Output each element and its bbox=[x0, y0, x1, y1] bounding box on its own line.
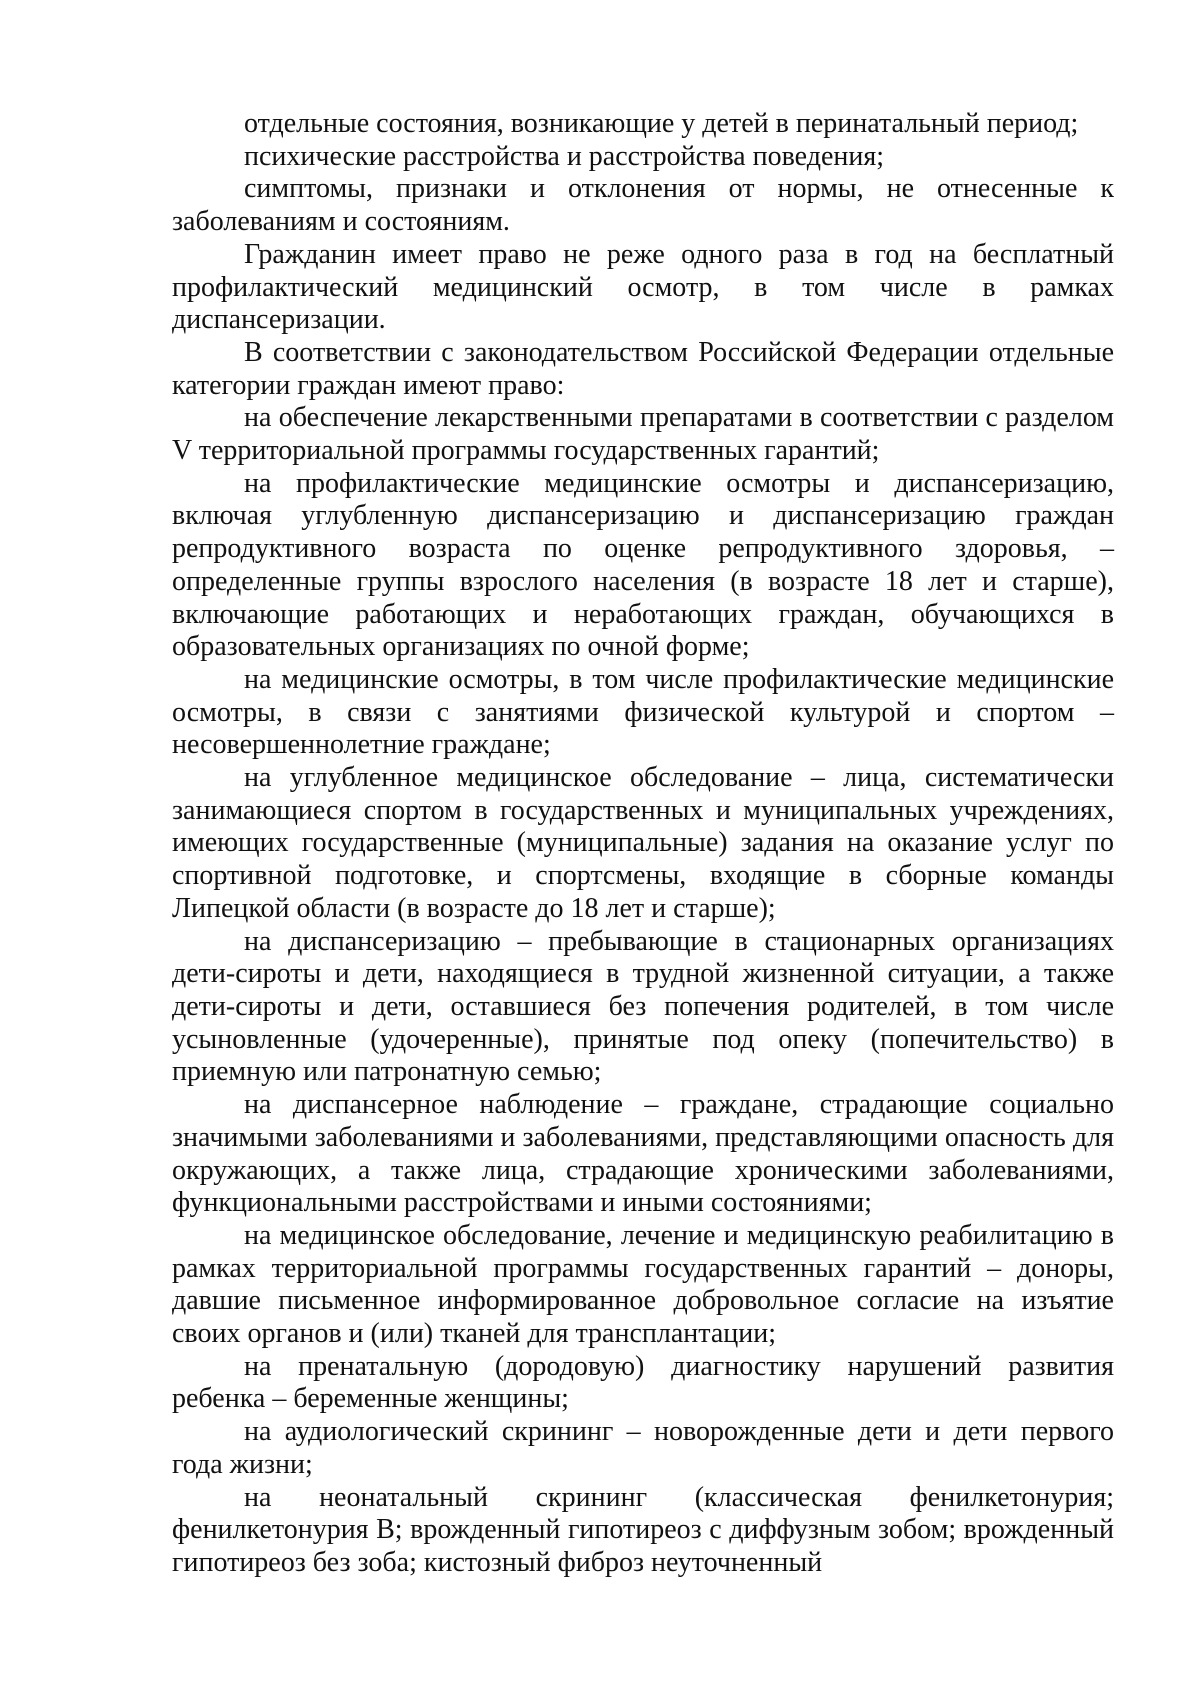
document-page bbox=[172, 108, 1114, 1580]
paragraph-prenatal-diagnostics: на пренатальную (дородовую) диагностику нарушений развития ребенка – беременные женщины; bbox=[172, 1350, 1114, 1415]
paragraph-neonatal-screening: на неонатальный скрининг (классическая фенилкетонурия; фенилкетонурия В; врожденный гипотиреоз с диффузным зобом; врожденный гипотиреоз без зоба; кистозный фиброз неуточненный bbox=[172, 1481, 1114, 1578]
paragraph-donors: на медицинское обследование, лечение и медицинскую реабилитацию в рамках территориальной программы государственных гарантий – доноры, давшие письменное информированное добровольное согласие на изъятие своих органов и (или) тканей для трансплантации; bbox=[172, 1219, 1114, 1350]
paragraph-sport-exams-minors: на медицинские осмотры, в том числе профилактические медицинские осмотры, в связи с занятиями физической культурой и спортом – несовершеннолетние граждане; bbox=[172, 663, 1114, 761]
paragraph-audiology-screening: на аудиологический скрининг – новорожденные дети и дети первого года жизни; bbox=[172, 1416, 1114, 1480]
paragraph-medication-provision: на обеспечение лекарственными препаратами в соответствии с разделом V территориальной программы государственных гарантий; bbox=[172, 402, 1114, 467]
paragraph-orphans-screening: на диспансеризацию – пребывающие в стационарных организациях дети-сироты и дети, находящиеся в трудной жизненной ситуации, а также дети-сироты и дети, оставшиеся без попечения родителей, в том числе усыновленные (удочеренные), принятые под опеку (попечительство) в приемную или патронатную семью; bbox=[172, 925, 1114, 1088]
paragraph-in-depth-exam-athletes: на углубленное медицинское обследование – лица, систематически занимающиеся спортом в государственных и муниципальных учреждениях, имеющих государственные (муниципальные) задания на оказание услуг по спортивной подготовке, и спортсмены, входящие в сборные команды Липецкой области (в возрасте до 18 лет и старше); bbox=[172, 762, 1114, 924]
paragraph-annual-checkup-right: Гражданин имеет право не реже одного раза в год на бесплатный профилактический медицинский осмотр, в том числе в рамках диспансеризации. bbox=[172, 238, 1114, 336]
paragraph-symptoms: симптомы, признаки и отклонения от нормы, не отнесенные к заболеваниям и состояниям. bbox=[172, 173, 1114, 238]
paragraph-categories-intro: В соответствии с законодательством Российской Федерации отдельные категории граждан имеют право: bbox=[172, 336, 1114, 401]
paragraph-dispensary-observation: на диспансерное наблюдение – граждане, страдающие социально значимыми заболеваниями и заболеваниями, представляющими опасность для окружающих, а также лица, страдающие хроническими заболеваниями, функциональными расстройствами и иными состояниями; bbox=[172, 1089, 1114, 1219]
paragraph-preventive-exams: на профилактические медицинские осмотры и диспансеризацию, включая углубленную диспансеризацию и диспансеризацию граждан репродуктивного возраста по оценке репродуктивного здоровья, – определенные группы взрослого населения (в возрасте 18 лет и старше), включающие работающих и неработающих граждан, обучающихся в образовательных организациях по очной форме; bbox=[172, 467, 1114, 663]
paragraph-perinatal-conditions: отдельные состояния, возникающие у детей в перинатальный период; bbox=[244, 108, 1079, 139]
paragraph-mental-disorders: психические расстройства и расстройства поведения; bbox=[244, 140, 884, 172]
